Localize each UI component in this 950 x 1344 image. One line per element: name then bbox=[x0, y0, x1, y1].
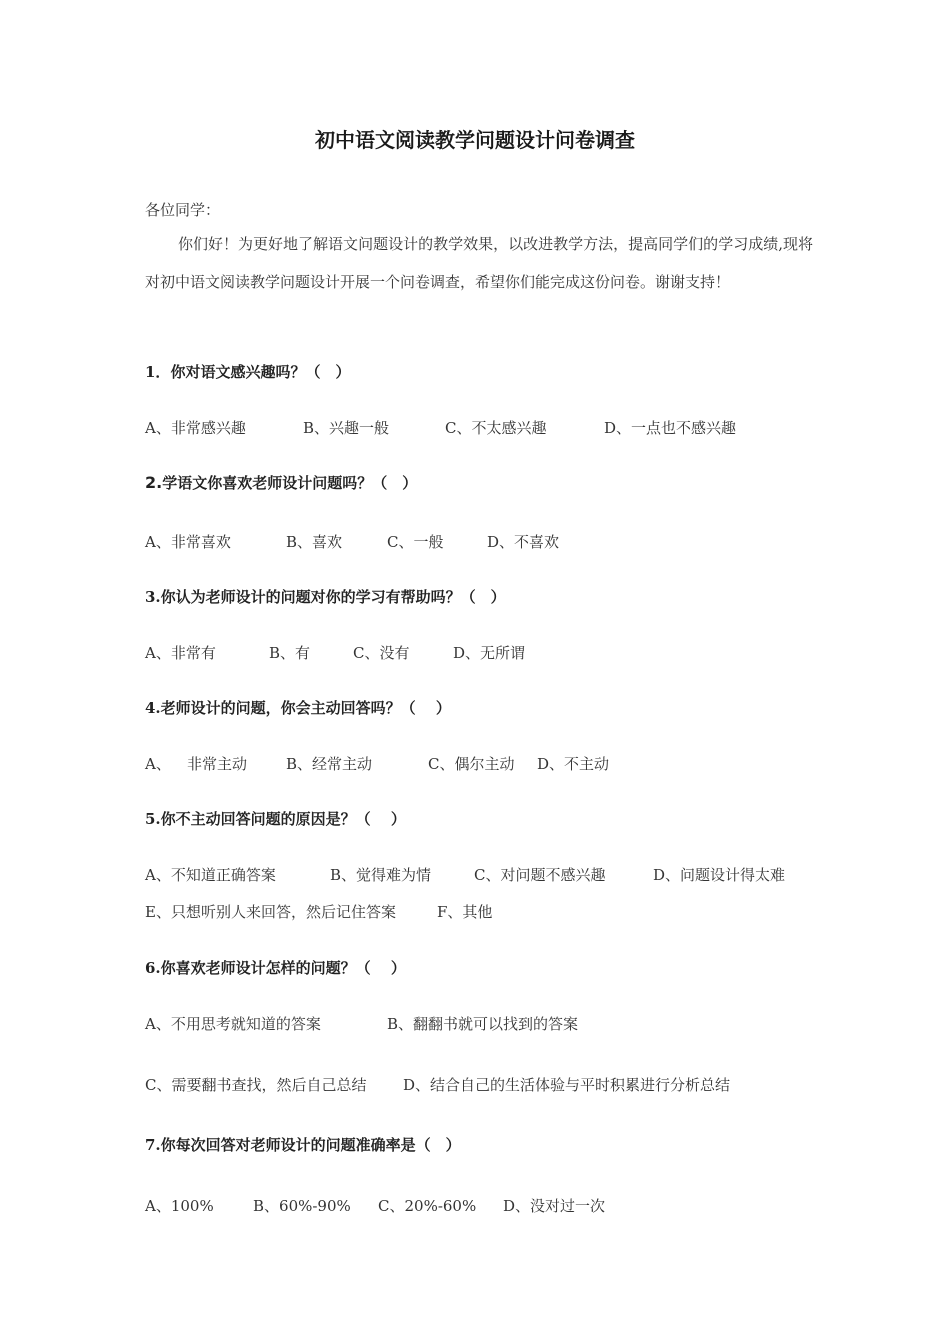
option-d[interactable]: D、不喜欢 bbox=[487, 533, 560, 551]
option-a-text[interactable]: 非常主动 bbox=[187, 755, 248, 773]
question-text: 你喜欢老师设计怎样的问题？（ ） bbox=[160, 959, 406, 977]
question-number: 6. bbox=[145, 959, 161, 977]
option-c[interactable]: C、偶尔主动 bbox=[428, 755, 515, 773]
option-c[interactable]: C、需要翻书查找，然后自己总结 bbox=[145, 1076, 367, 1094]
question-5 bbox=[145, 808, 406, 829]
options-q5-row2 bbox=[145, 901, 492, 922]
question-number: 7. bbox=[145, 1136, 161, 1154]
question-text: 学语文你喜欢老师设计问题吗？（ ） bbox=[162, 474, 418, 492]
option-b[interactable]: B、60%-90% bbox=[253, 1197, 351, 1215]
option-c[interactable]: C、对问题不感兴趣 bbox=[474, 866, 606, 884]
option-d[interactable]: D、没对过一次 bbox=[503, 1197, 606, 1215]
option-a[interactable]: A、非常有 bbox=[145, 644, 216, 662]
option-b[interactable]: B、觉得难为情 bbox=[330, 866, 432, 884]
option-d[interactable]: D、问题设计得太难 bbox=[653, 866, 786, 884]
option-f[interactable]: F、其他 bbox=[437, 903, 493, 921]
question-number: 5. bbox=[145, 810, 161, 828]
option-b[interactable]: B、兴趣一般 bbox=[303, 419, 390, 437]
option-c[interactable]: C、没有 bbox=[353, 644, 410, 662]
option-d[interactable]: D、结合自己的生活体验与平时积累进行分析总结 bbox=[403, 1076, 731, 1094]
option-b[interactable]: B、翻翻书就可以找到的答案 bbox=[387, 1015, 579, 1033]
question-4 bbox=[145, 697, 451, 718]
question-text: 你不主动回答问题的原因是？（ ） bbox=[160, 810, 406, 828]
question-text: 你每次回答对老师设计的问题准确率是（ ） bbox=[160, 1136, 461, 1154]
greeting: 各位同学： bbox=[145, 201, 221, 219]
options-q5-row1 bbox=[145, 864, 785, 885]
question-number: 1． bbox=[145, 363, 171, 381]
option-d[interactable]: D、无所谓 bbox=[453, 644, 526, 662]
option-d[interactable]: D、不主动 bbox=[537, 755, 610, 773]
question-text: 老师设计的问题，你会主动回答吗？（ ） bbox=[160, 699, 451, 717]
question-1 bbox=[145, 361, 350, 382]
options-q1 bbox=[145, 417, 736, 438]
option-a[interactable]: A、100% bbox=[145, 1197, 214, 1215]
options-q6-row2 bbox=[145, 1074, 730, 1095]
question-number: 4. bbox=[145, 699, 161, 717]
question-text: 你对语文感兴趣吗？（ ） bbox=[170, 363, 351, 381]
options-q3 bbox=[145, 642, 525, 663]
option-d[interactable]: D、一点也不感兴趣 bbox=[604, 419, 737, 437]
question-6 bbox=[145, 957, 406, 978]
options-q2 bbox=[145, 531, 559, 552]
option-b[interactable]: B、喜欢 bbox=[286, 533, 343, 551]
options-q7 bbox=[145, 1195, 605, 1216]
option-e[interactable]: E、只想听别人来回答，然后记住答案 bbox=[145, 903, 396, 921]
option-c[interactable]: C、一般 bbox=[387, 533, 444, 551]
page-title: 初中语文阅读教学问题设计问卷调查 bbox=[315, 128, 635, 152]
question-number: 2. bbox=[145, 473, 163, 492]
option-b[interactable]: B、经常主动 bbox=[286, 755, 373, 773]
intro-paragraph: 你们好！为更好地了解语文问题设计的教学效果，以改进教学方法，提高同学们的学习成绩,现将对初中语文阅读教学问题设计开展一个问卷调查，希望你们能完成这份问卷。谢谢支持！ bbox=[145, 235, 813, 291]
options-q6-row1 bbox=[145, 1013, 578, 1034]
option-b[interactable]: B、有 bbox=[269, 644, 311, 662]
option-a[interactable]: A、不知道正确答案 bbox=[145, 866, 276, 884]
question-2 bbox=[145, 472, 417, 493]
option-a[interactable]: A、不用思考就知道的答案 bbox=[145, 1015, 321, 1033]
option-c[interactable]: C、不太感兴趣 bbox=[445, 419, 547, 437]
question-text: 你认为老师设计的问题对你的学习有帮助吗？（ ） bbox=[160, 588, 506, 606]
option-c[interactable]: C、20%-60% bbox=[378, 1197, 477, 1215]
options-q4 bbox=[145, 753, 609, 774]
option-a[interactable]: A、非常喜欢 bbox=[145, 533, 231, 551]
option-a[interactable]: A、非常感兴趣 bbox=[145, 419, 246, 437]
question-number: 3. bbox=[145, 588, 161, 606]
option-a[interactable]: A、 bbox=[145, 755, 171, 773]
question-7 bbox=[145, 1134, 461, 1155]
question-3 bbox=[145, 586, 506, 607]
